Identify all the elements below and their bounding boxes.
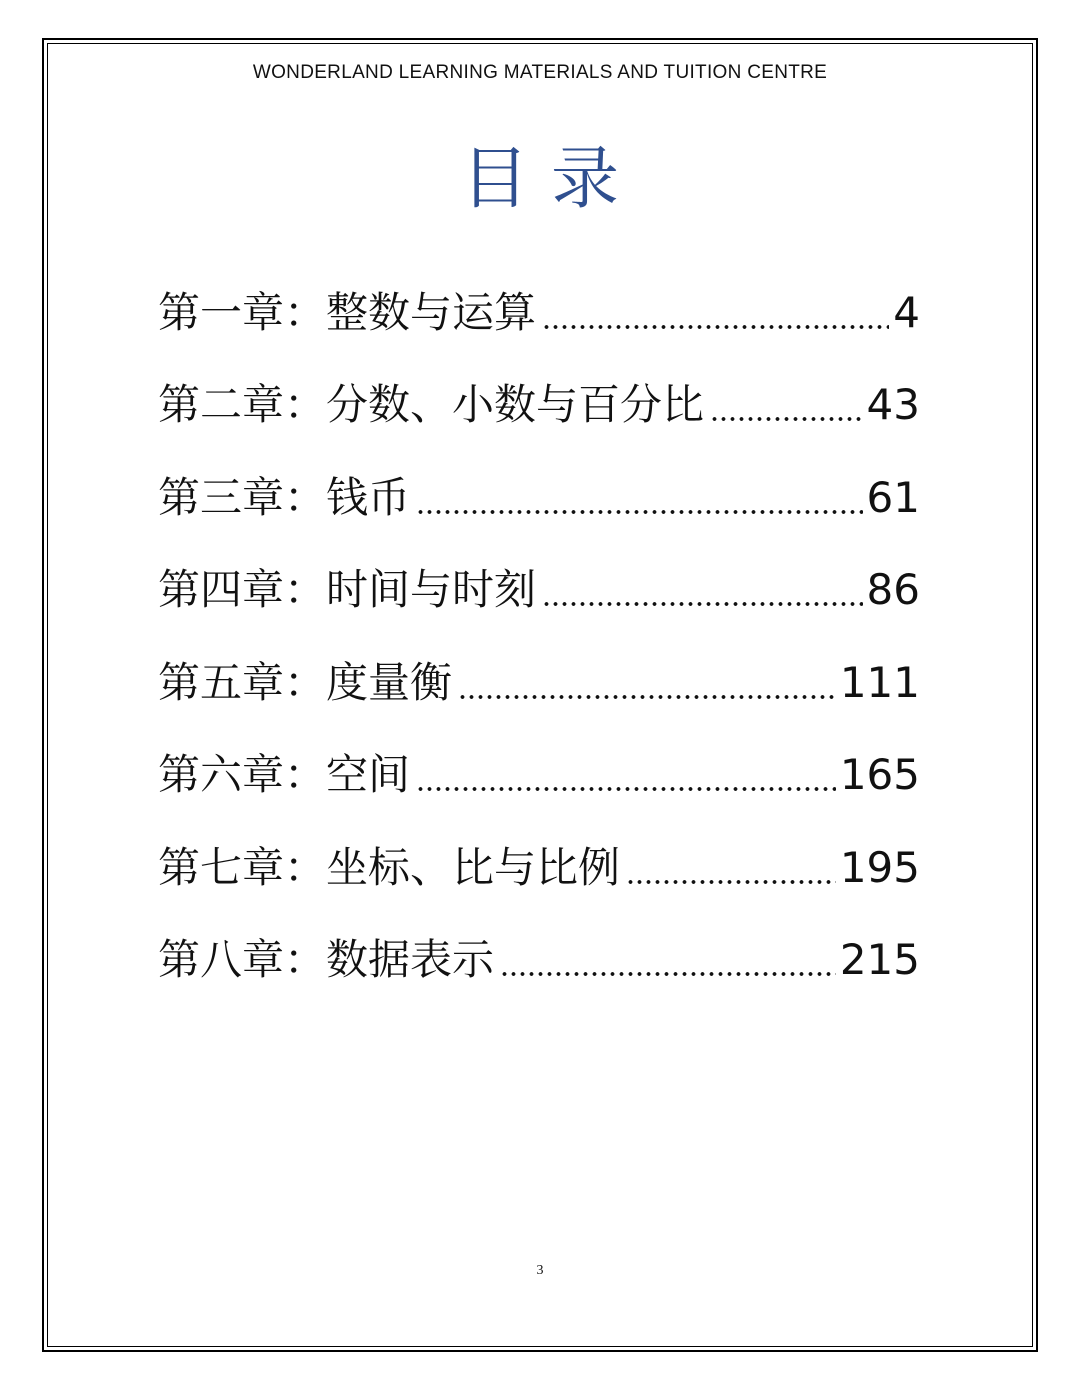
toc-entry-8[interactable] — [158, 898, 920, 991]
toc-chapter-name: 时间与时刻 — [326, 565, 537, 614]
toc-chapter-label: 第二章： — [158, 380, 327, 429]
toc-entry-2[interactable] — [158, 343, 920, 436]
toc-chapter-name: 钱币 — [326, 472, 411, 522]
toc-title: 目录 — [460, 140, 641, 219]
toc-page-number: 86 — [866, 565, 920, 614]
toc-chapter-label: 第五章： — [158, 657, 327, 707]
toc-page-number: 4 — [893, 287, 920, 337]
toc-chapter-label: 第一章： — [158, 287, 327, 337]
toc-entry-6[interactable] — [158, 713, 920, 806]
toc-chapter-label: 第六章： — [158, 750, 327, 799]
toc-page-number: 195 — [839, 842, 920, 892]
toc-chapter-name: 分数、小数与百分比 — [326, 380, 705, 429]
dot-leader — [416, 785, 836, 793]
toc-page-number: 111 — [839, 657, 920, 707]
toc-entry-1[interactable] — [158, 250, 920, 343]
toc-entry-7[interactable] — [158, 805, 920, 898]
dot-leader — [416, 508, 863, 516]
dot-leader — [458, 693, 836, 701]
dot-leader — [626, 878, 836, 886]
dot-leader — [710, 415, 863, 423]
toc-entry-4[interactable] — [158, 528, 920, 621]
toc-chapter-label: 第四章： — [158, 565, 327, 614]
toc-chapter-name: 度量衡 — [326, 657, 453, 707]
page-number: 3 — [536, 1263, 544, 1278]
toc-page-number: 215 — [839, 935, 920, 984]
toc-page-number: 165 — [839, 750, 920, 799]
dot-leader — [542, 600, 863, 608]
dot-leader — [542, 323, 889, 331]
toc-entry-3[interactable] — [158, 435, 920, 528]
toc-chapter-label: 第三章： — [158, 472, 327, 522]
table-of-contents — [158, 250, 920, 990]
toc-page-number: 43 — [866, 380, 920, 429]
toc-chapter-name: 整数与运算 — [326, 287, 537, 337]
toc-chapter-name: 坐标、比与比例 — [326, 842, 621, 892]
running-header: WONDERLAND LEARNING MATERIALS AND TUITION CENTRE — [252, 62, 828, 83]
toc-chapter-label: 第七章： — [158, 842, 327, 892]
toc-chapter-name: 空间 — [326, 750, 411, 799]
toc-chapter-label: 第八章： — [158, 935, 327, 984]
toc-page-number: 61 — [866, 472, 920, 522]
dot-leader — [500, 970, 836, 978]
toc-chapter-name: 数据表示 — [326, 935, 495, 984]
toc-entry-5[interactable] — [158, 620, 920, 713]
